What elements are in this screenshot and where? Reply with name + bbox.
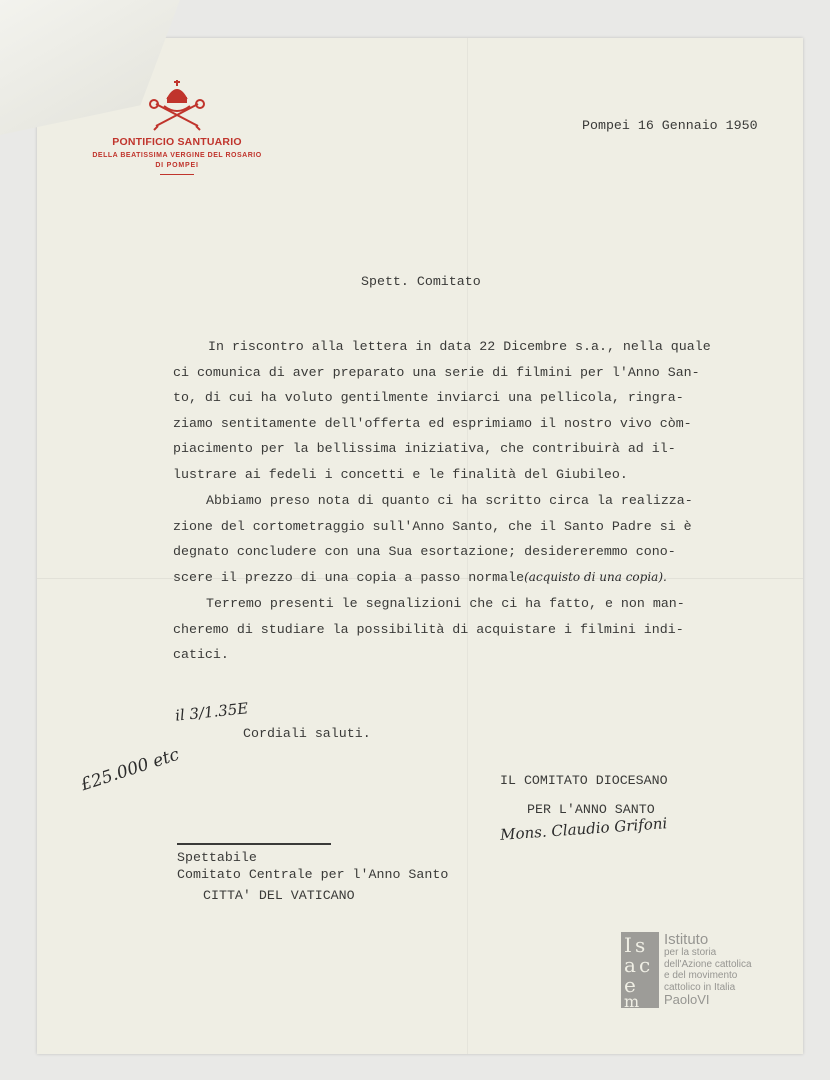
closing: Cordiali saluti.: [243, 726, 371, 741]
svg-text:a: a: [624, 953, 636, 977]
recipient-line-1: Spettabile: [177, 850, 257, 865]
body-line: In riscontro alla lettera in data 22 Dicembre s.a., nella quale: [208, 339, 711, 354]
salutation: Spett. Comitato: [361, 274, 481, 289]
svg-text:m: m: [624, 992, 640, 1008]
svg-text:s: s: [635, 933, 646, 957]
body-line: zione del cortometraggio sull'Anno Santo, che il Santo Padre si è: [173, 518, 692, 534]
recipient-line-3: CITTA' DEL VATICANO: [203, 888, 355, 903]
watermark-title: Istituto: [664, 931, 709, 948]
body-line: ziamo sentitamente dell'offerta ed esprimiamo il nostro vivo còm-: [173, 415, 692, 431]
recipient-line-2: Comitato Centrale per l'Anno Santo: [177, 867, 449, 882]
watermark-line: cattolico in Italia: [664, 981, 736, 993]
watermark-line: per la storia: [664, 947, 717, 958]
letter-body: [173, 339, 783, 673]
isacem-logo-icon: [621, 932, 659, 1008]
body-line: Terremo presenti le segnalizioni che ci ha fatto, e non man-: [206, 596, 685, 611]
letterhead-title: PONTIFICIO SANTUARIO: [112, 136, 242, 148]
letter-sheet: [37, 38, 803, 1054]
body-line: degnato concludere con una Sua esortazione; desidereremmo cono-: [173, 544, 676, 559]
watermark-line: dell'Azione cattolica: [664, 958, 752, 970]
handwritten-amount: £25.000 etc: [78, 744, 182, 796]
body-line-typed: scere il prezzo di una copia a passo normale: [173, 569, 525, 585]
watermark-name: PaoloVI: [664, 992, 710, 1007]
committee-line-2: PER L'ANNO SANTO: [527, 802, 655, 817]
letterhead-divider: [160, 174, 194, 175]
handwritten-note: il 3/1.35E: [174, 699, 250, 725]
body-line: to, di cui ha voluto gentilmente inviarci una pellicola, ringra-: [173, 390, 684, 405]
svg-text:I: I: [624, 933, 632, 957]
body-line: piacimento per la bellissima iniziativa, che contribuirà ad il-: [173, 441, 676, 456]
committee-line-1: IL COMITATO DIOCESANO: [500, 773, 668, 788]
body-line: [173, 570, 783, 596]
body-line: lustrare ai fedeli i concetti e le finalità del Giubileo.: [173, 466, 628, 482]
watermark-line: e del movimento: [664, 970, 738, 981]
svg-text:e: e: [624, 973, 636, 997]
body-line: cheremo di studiare la possibilità di acquistare i filmini indi-: [173, 621, 684, 637]
body-line: Abbiamo preso nota di quanto ci ha scritto circa la realizza-: [206, 493, 693, 508]
handwritten-insertion: (acquisto di una copia).: [524, 569, 667, 584]
letter-date: Pompei 16 Gennaio 1950: [582, 118, 758, 133]
watermark-text: [664, 932, 752, 1007]
divider-line: [177, 843, 331, 845]
isacem-watermark: [621, 932, 801, 1012]
letterhead-place: DI POMPEI: [155, 162, 199, 169]
body-line: ci comunica di aver preparato una serie di filmini per l'Anno San-: [173, 364, 700, 380]
body-line: catici.: [173, 647, 229, 662]
papal-crest-icon: [146, 76, 208, 132]
letterhead-subtitle: DELLA BEATISSIMA VERGINE DEL ROSARIO: [92, 152, 262, 159]
svg-text:c: c: [639, 953, 651, 977]
signature: Mons. Claudio Grifoni: [499, 814, 668, 844]
